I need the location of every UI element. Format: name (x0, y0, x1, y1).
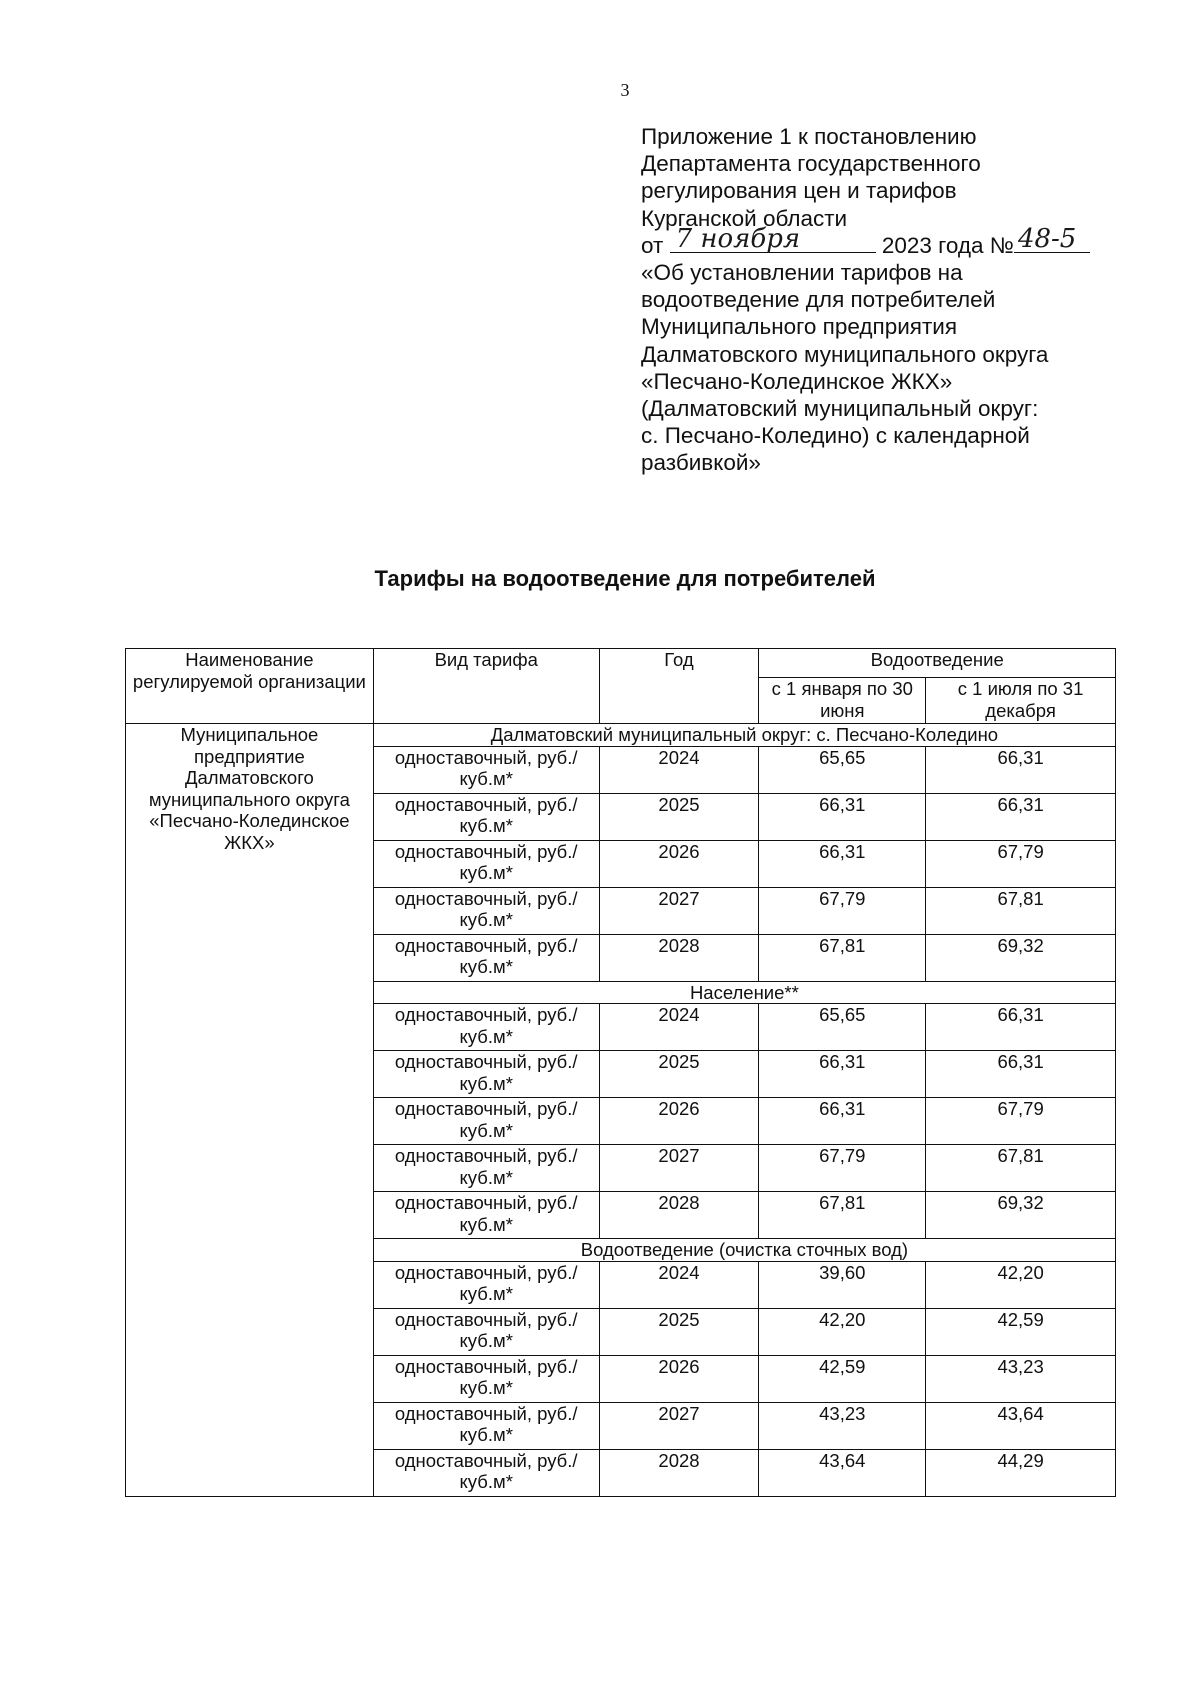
year-cell: 2026 (599, 1355, 759, 1402)
subject-line: «Песчано-Колединское ЖКХ» (641, 368, 953, 394)
tariff-type-cell: одноставочный, руб./куб.м* (373, 1098, 599, 1145)
second-half-value: 66,31 (926, 793, 1116, 840)
first-half-value: 67,79 (759, 887, 926, 934)
second-half-value: 66,31 (926, 1004, 1116, 1051)
tariff-type-cell: одноставочный, руб./куб.м* (373, 1004, 599, 1051)
tariff-type-cell: одноставочный, руб./куб.м* (373, 1261, 599, 1308)
year-cell: 2027 (599, 887, 759, 934)
first-half-value: 39,60 (759, 1261, 926, 1308)
first-half-value: 43,64 (759, 1449, 926, 1496)
header-period-1: с 1 января по 30 июня (759, 678, 926, 724)
subject-line: «Об установлении тарифов на (641, 260, 963, 286)
second-half-value: 44,29 (926, 1449, 1116, 1496)
section-title: Водоотведение (очистка сточных вод) (373, 1239, 1115, 1262)
second-half-value: 67,81 (926, 887, 1116, 934)
tariff-type-cell: одноставочный, руб./куб.м* (373, 934, 599, 981)
first-half-value: 43,23 (759, 1402, 926, 1449)
tariff-type-cell: одноставочный, руб./куб.м* (373, 1308, 599, 1355)
year-text: 2023 года № (881, 232, 1014, 258)
document-title: Тарифы на водоотведение для потребителей (374, 566, 876, 591)
section-title: Население** (373, 981, 1115, 1004)
appendix-block (641, 123, 1141, 477)
tariff-type-cell: одноставочный, руб./куб.м* (373, 793, 599, 840)
tariff-type-cell: одноставочный, руб./куб.м* (373, 887, 599, 934)
date-prefix: от (641, 232, 664, 258)
tariff-type-cell: одноставочный, руб./куб.м* (373, 746, 599, 793)
year-cell: 2027 (599, 1402, 759, 1449)
second-half-value: 67,81 (926, 1145, 1116, 1192)
handwritten-number: 48-5 (1017, 223, 1077, 254)
second-half-value: 66,31 (926, 1051, 1116, 1098)
subject-line: (Далматовский муниципальный округ: (641, 396, 1039, 422)
year-cell: 2028 (599, 1449, 759, 1496)
year-cell: 2028 (599, 1192, 759, 1239)
second-half-value: 42,59 (926, 1308, 1116, 1355)
tariff-table (125, 648, 1116, 1497)
year-cell: 2024 (599, 1261, 759, 1308)
year-cell: 2027 (599, 1145, 759, 1192)
first-half-value: 67,81 (759, 934, 926, 981)
second-half-value: 43,23 (926, 1355, 1116, 1402)
year-cell: 2025 (599, 793, 759, 840)
page-number: 3 (620, 80, 630, 100)
date-fill-line (670, 223, 876, 254)
tariff-type-cell: одноставочный, руб./куб.м* (373, 1145, 599, 1192)
header-service: Водоотведение (759, 649, 1116, 678)
organization-cell: Муниципальное предприятие Далматовского муниципального округа «Песчано-Колединское ЖКХ» (126, 724, 374, 1497)
header-row (126, 649, 1116, 678)
year-cell: 2025 (599, 1051, 759, 1098)
header-year: Год (599, 649, 759, 724)
tariff-type-cell: одноставочный, руб./куб.м* (373, 840, 599, 887)
appendix-line: Курганской области (641, 205, 848, 231)
first-half-value: 66,31 (759, 1051, 926, 1098)
year-cell: 2028 (599, 934, 759, 981)
second-half-value: 69,32 (926, 1192, 1116, 1239)
year-cell: 2026 (599, 1098, 759, 1145)
year-cell: 2024 (599, 746, 759, 793)
first-half-value: 65,65 (759, 1004, 926, 1051)
appendix-date-line (641, 223, 1141, 259)
tariff-type-cell: одноставочный, руб./куб.м* (373, 1402, 599, 1449)
second-half-value: 69,32 (926, 934, 1116, 981)
section-row (126, 724, 1116, 747)
second-half-value: 67,79 (926, 1098, 1116, 1145)
year-cell: 2024 (599, 1004, 759, 1051)
subject-line: Муниципального предприятия (641, 314, 958, 340)
handwritten-date: 7 ноября (675, 223, 801, 254)
tariff-type-cell: одноставочный, руб./куб.м* (373, 1192, 599, 1239)
header-tariff-type: Вид тарифа (373, 649, 599, 724)
year-cell: 2025 (599, 1308, 759, 1355)
subject-line: водоотведение для потребителей (641, 287, 996, 313)
subject-line: Далматовского муниципального округа (641, 341, 1049, 367)
subject-line: с. Песчано-Коледино) с календарной (641, 423, 1030, 449)
header-org: Наименование регулируемой организации (126, 649, 374, 724)
section-title: Далматовский муниципальный округ: с. Песчано-Коледино (373, 724, 1115, 747)
first-half-value: 42,20 (759, 1308, 926, 1355)
second-half-value: 43,64 (926, 1402, 1116, 1449)
appendix-line: Приложение 1 к постановлению (641, 124, 977, 149)
number-fill-line (1014, 223, 1090, 254)
first-half-value: 65,65 (759, 746, 926, 793)
subject-line: разбивкой» (641, 450, 761, 476)
first-half-value: 42,59 (759, 1355, 926, 1402)
appendix-line: Департамента государственного (641, 151, 981, 177)
second-half-value: 42,20 (926, 1261, 1116, 1308)
first-half-value: 66,31 (759, 840, 926, 887)
first-half-value: 66,31 (759, 793, 926, 840)
second-half-value: 66,31 (926, 746, 1116, 793)
tariff-type-cell: одноставочный, руб./куб.м* (373, 1051, 599, 1098)
second-half-value: 67,79 (926, 840, 1116, 887)
tariff-type-cell: одноставочный, руб./куб.м* (373, 1449, 599, 1496)
tariff-type-cell: одноставочный, руб./куб.м* (373, 1355, 599, 1402)
header-period-2: с 1 июля по 31 декабря (926, 678, 1116, 724)
year-cell: 2026 (599, 840, 759, 887)
first-half-value: 67,79 (759, 1145, 926, 1192)
first-half-value: 67,81 (759, 1192, 926, 1239)
appendix-line: регулирования цен и тарифов (641, 178, 957, 204)
first-half-value: 66,31 (759, 1098, 926, 1145)
